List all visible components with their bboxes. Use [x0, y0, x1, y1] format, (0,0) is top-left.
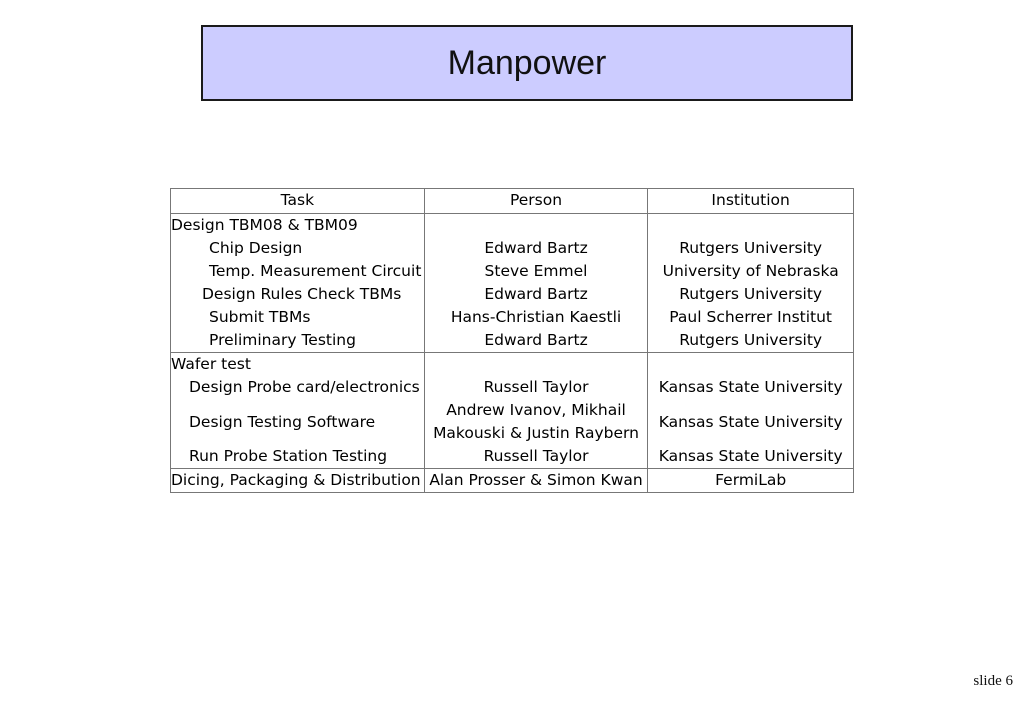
table-row — [171, 260, 854, 283]
task-cell: Design Probe card/electronics — [171, 376, 425, 399]
person-cell: Steve Emmel — [424, 260, 648, 283]
institution-cell: FermiLab — [648, 469, 854, 493]
table-row — [171, 399, 854, 445]
person-cell — [424, 399, 648, 445]
table-row — [171, 306, 854, 329]
group-label: Design TBM08 & TBM09 — [171, 214, 425, 238]
header-person: Person — [424, 189, 648, 214]
person-cell: Russell Taylor — [424, 376, 648, 399]
person-cell: Hans-Christian Kaestli — [424, 306, 648, 329]
table-row — [171, 469, 854, 493]
institution-cell: Kansas State University — [648, 376, 854, 399]
table-row — [171, 214, 854, 238]
table-header-row — [171, 189, 854, 214]
group-label: Dicing, Packaging & Distribution — [171, 469, 425, 493]
person-line: Andrew Ivanov, Mikhail — [446, 401, 626, 419]
table-row — [171, 283, 854, 306]
person-line: Makouski & Justin Raybern — [433, 424, 639, 442]
table-row — [171, 329, 854, 353]
person-cell: Alan Prosser & Simon Kwan — [424, 469, 648, 493]
task-cell: Temp. Measurement Circuit — [171, 260, 425, 283]
table-row — [171, 353, 854, 377]
task-cell: Chip Design — [171, 237, 425, 260]
group-label: Wafer test — [171, 353, 425, 377]
slide-title: Manpower — [447, 43, 607, 82]
title-box — [201, 25, 853, 101]
institution-cell: Kansas State University — [648, 445, 854, 469]
person-cell: Edward Bartz — [424, 329, 648, 353]
institution-cell: Rutgers University — [648, 329, 854, 353]
slide-number: slide 6 — [973, 673, 1013, 689]
manpower-table — [170, 188, 854, 493]
table-row — [171, 237, 854, 260]
person-cell: Edward Bartz — [424, 237, 648, 260]
person-cell: Edward Bartz — [424, 283, 648, 306]
task-cell: Design Rules Check TBMs — [171, 283, 425, 306]
institution-cell: Rutgers University — [648, 283, 854, 306]
table-row — [171, 376, 854, 399]
task-cell: Submit TBMs — [171, 306, 425, 329]
table-row — [171, 445, 854, 469]
task-cell: Run Probe Station Testing — [171, 445, 425, 469]
institution-cell: Kansas State University — [648, 399, 854, 445]
institution-cell: Paul Scherrer Institut — [648, 306, 854, 329]
person-cell: Russell Taylor — [424, 445, 648, 469]
header-institution: Institution — [648, 189, 854, 214]
header-task: Task — [171, 189, 425, 214]
task-cell: Preliminary Testing — [171, 329, 425, 353]
institution-cell: Rutgers University — [648, 237, 854, 260]
institution-cell: University of Nebraska — [648, 260, 854, 283]
task-cell: Design Testing Software — [171, 399, 425, 445]
